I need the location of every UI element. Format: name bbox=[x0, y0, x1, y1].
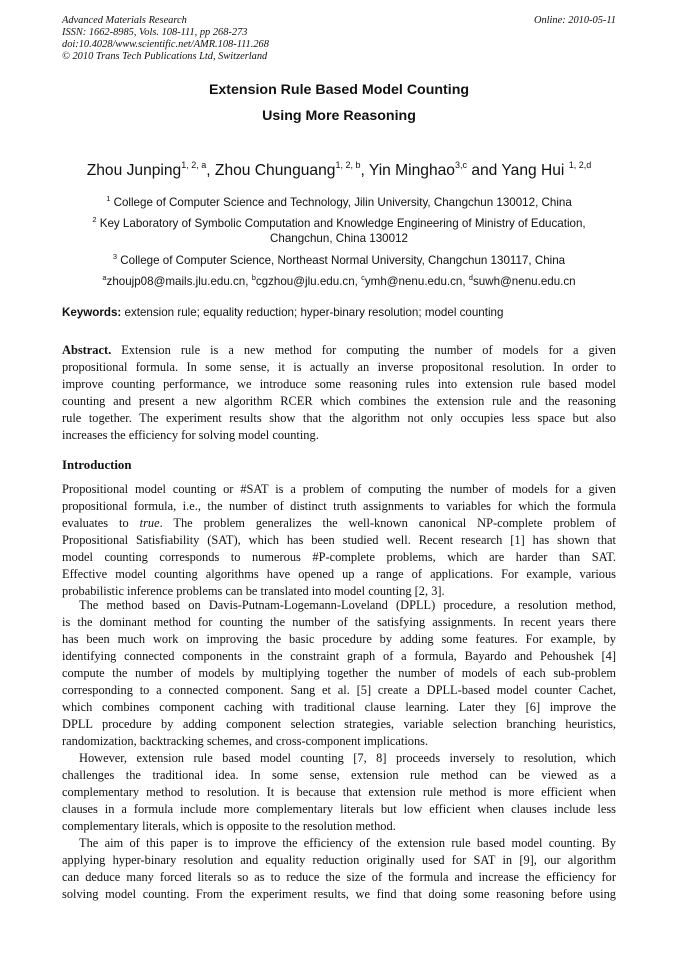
paragraph-line: Propositional model counting or #SAT is a problem of computing the number of models for a given bbox=[62, 482, 616, 496]
intro-paragraph-1 bbox=[62, 481, 616, 600]
abstract-line: rule together. The experiment results show that the algorithm not only occupies less space but also bbox=[62, 411, 616, 425]
intro-paragraph-2 bbox=[62, 597, 616, 903]
online-date: Online: 2010-05-11 bbox=[533, 15, 616, 26]
email-sup: a bbox=[102, 273, 107, 282]
keywords-label: Keywords: bbox=[62, 306, 122, 319]
email-address: suwh@nenu.edu.cn bbox=[472, 275, 576, 288]
paragraph-line: complementary method to resolution. It is because that extension rule method is more efficient when bbox=[62, 785, 616, 799]
affiliation-sup: 1 bbox=[106, 194, 111, 203]
email-list bbox=[62, 270, 616, 289]
paragraph-line: The aim of this paper is to improve the efficiency of the extension rule based model counting. By bbox=[79, 836, 616, 850]
email-sup: d bbox=[468, 273, 473, 282]
author-sup: 1, 2,d bbox=[568, 160, 592, 170]
paper-title-line-2: Using More Reasoning bbox=[262, 108, 416, 124]
paragraph-line: corresponding to a connected component. Sang et al. [5] create a DPLL-based model counter Cachet, bbox=[62, 683, 616, 697]
paper-title-line-1: Extension Rule Based Model Counting bbox=[208, 82, 470, 98]
abstract-line: increases the efficiency for solving model counting. bbox=[62, 428, 319, 442]
paragraph-line: DPLL procedure by adding component selection strategies, variable selection branching heuristics, bbox=[62, 717, 616, 731]
paragraph-line: applying hyper-binary resolution and equality reduction originally used for SAT in [9], our algorithm bbox=[62, 853, 616, 867]
abstract-line: improve counting performance, we introduce some reasoning rules into extension rule based model bbox=[62, 377, 616, 391]
abstract-line: counting and present a new algorithm RCER which combines the extension rule and the reasoning bbox=[62, 394, 616, 408]
affiliation-2 bbox=[62, 212, 616, 246]
keywords-text: extension rule; equality reduction; hyper-binary resolution; model counting bbox=[121, 306, 504, 319]
affiliation-3 bbox=[62, 249, 616, 268]
author-sup: 1, 2, b bbox=[335, 160, 361, 170]
author-name: Zhou Chunguang bbox=[214, 162, 336, 179]
abstract-line: propositional formula. In some sense, it is actually an inverse propositonal resolution. In order to bbox=[62, 360, 616, 374]
abstract-label: Abstract. bbox=[62, 343, 112, 357]
paragraph-line: has been much work on improving the basic procedure by adding some features. For example, by bbox=[62, 632, 616, 646]
email-address: zhoujp08@mails.jlu.edu.cn, bbox=[106, 275, 252, 288]
paragraph-line: which combines component caching with traditional clause learning. Later they [6] improve the bbox=[62, 700, 616, 714]
affiliation-text: College of Computer Science and Technology, Jilin University, Changchun 130012, China bbox=[110, 196, 572, 209]
paragraph-line: model counting corresponds to numerous #P-complete problems, which are harder than SAT. bbox=[62, 550, 616, 564]
abstract-line: Abstract. Extension rule is a new method for computing the number of models for a given bbox=[62, 343, 616, 357]
issn-line: ISSN: 1662-8985, Vols. 108-111, pp 268-273 bbox=[62, 27, 248, 38]
email-address: ymh@nenu.edu.cn, bbox=[364, 275, 469, 288]
author-separator: , bbox=[360, 162, 369, 179]
author-sup: 3,c bbox=[454, 160, 467, 170]
paragraph-line: The method based on Davis-Putnam-Logemann-Loveland (DPLL) procedure, a resolution method, bbox=[79, 598, 616, 612]
paragraph-line: clauses in a formula include more complementary literals but low efficient when clauses include less bbox=[62, 802, 616, 816]
author-separator: , bbox=[206, 162, 215, 179]
affiliation-text: College of Computer Science, Northeast Normal University, Changchun 130117, China bbox=[117, 254, 566, 267]
paragraph-line: probabilistic inference problems can be translated into model counting [2, 3]. bbox=[62, 584, 445, 598]
email-sup: c bbox=[361, 273, 365, 282]
author-list bbox=[62, 160, 616, 180]
paragraph-line: evaluates to true. The problem generalizes the well-known canonical NP-complete problem of bbox=[62, 516, 616, 530]
paragraph-line: is the dominant method for counting the number of the satisfying assignments. In recent years there bbox=[62, 615, 616, 629]
email-address: cgzhou@jlu.edu.cn, bbox=[255, 275, 362, 288]
paragraph-line: complementary literals, which is opposite to the resolution method. bbox=[62, 819, 396, 833]
author-name: Zhou Junping bbox=[86, 162, 182, 179]
affiliation-text: Key Laboratory of Symbolic Computation and Knowledge Engineering of Ministry of Education, Changchun, China 130012 bbox=[96, 217, 586, 245]
journal-name: Advanced Materials Research bbox=[62, 15, 187, 26]
paragraph-line: challenges the traditional idea. In some sense, extension rule method can be viewed as a bbox=[62, 768, 616, 782]
copyright-line: © 2010 Trans Tech Publications Ltd, Switzerland bbox=[62, 51, 268, 62]
affiliation-1 bbox=[62, 191, 616, 210]
paragraph-line: solving model counting. From the experiment results, we find that doing some reasoning before using bbox=[62, 887, 616, 901]
author-separator: and bbox=[467, 162, 502, 179]
journal-header bbox=[62, 15, 616, 63]
paragraph-line: randomization, backtracking schemes, and cross-component implications. bbox=[62, 734, 429, 748]
affiliation-sup: 3 bbox=[112, 252, 118, 261]
paragraph-line: However, extension rule based model counting [7, 8] proceeds inversely to resolution, which bbox=[79, 751, 616, 765]
email-sup: b bbox=[251, 273, 256, 282]
paragraph-line: identifying connected components in the constraint graph of a formula, Bayardo and Pehoushek [4] bbox=[62, 649, 616, 663]
doi-line: doi:10.4028/www.scientific.net/AMR.108-111.268 bbox=[62, 39, 269, 50]
paragraph-line: compute the number of models by multiplying together the number of models of each sub-problem bbox=[62, 666, 616, 680]
paragraph-line: Propositional Satisfiability (SAT), which has been studied well. Recent research [1] has shown that bbox=[62, 533, 616, 547]
keywords bbox=[62, 306, 616, 319]
paragraph-line: propositional formula, i.e., the number of distinct truth assignments to variables for which the formula bbox=[62, 499, 616, 513]
paragraph-line: can deduce many forced literals so as to reduce the size of the formula and increase the efficiency for bbox=[62, 870, 616, 884]
author-name: Yang Hui bbox=[501, 162, 569, 179]
section-heading-introduction: Introduction bbox=[62, 458, 132, 472]
abstract bbox=[62, 342, 616, 444]
affiliation-sup: 2 bbox=[92, 215, 97, 224]
paragraph-line: Effective model counting algorithms have opened up a range of applications. For example, various bbox=[62, 567, 616, 581]
author-sup: 1, 2, a bbox=[181, 160, 207, 170]
author-name: Yin Minghao bbox=[368, 162, 455, 179]
